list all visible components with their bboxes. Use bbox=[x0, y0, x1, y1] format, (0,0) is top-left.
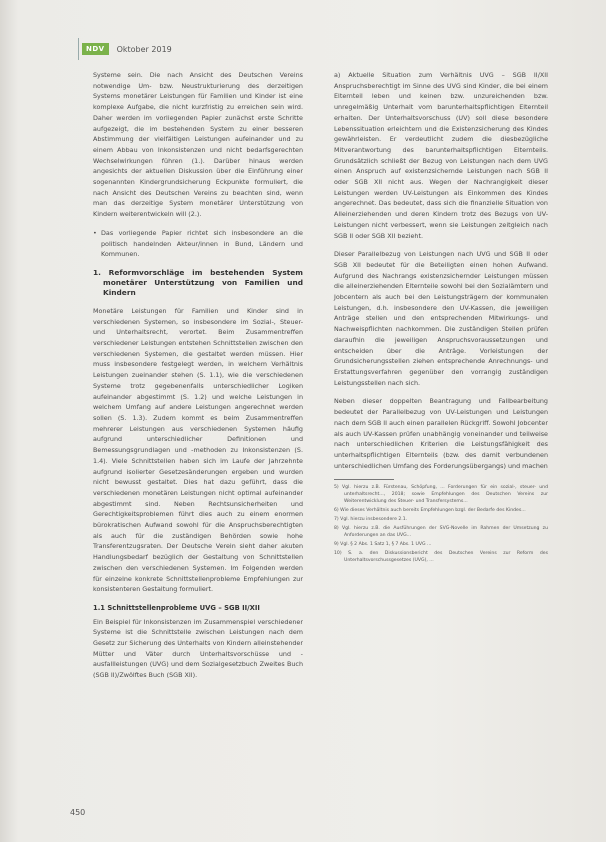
paragraph: a) Aktuelle Situation zum Verhältnis UVG – SGB II/XII Anspruchsberechtigt im Sinne des UVG sind Kinder, die bei einem Elternteil leben und keinen bzw. unzureichenden bzw. unregelmäßig Unterhalt vom barunterhaltspflichtigen Elternteil erhalten. Der Unterhaltsvorschuss (UV) soll diese besondere Lebenssituation erleichtern und die Existenzsicherung des Kindes gewährleisten. Er verdeutlicht zudem die diesbezügliche Mitverantwortung des barunterhaltspflichtigen Elternteils. Grundsätzlich schließt der Bezug von Leistungen nach dem UVG einen Anspruch auf existenzsichernde Leistungen nach SGB II oder SGB XII nicht aus. Wegen der Nachrangigkeit dieser Leistungen werden UV-Leistungen als Einkommen des Kindes angerechnet. Das bedeutet, dass sich die finanzielle Situation von Alleinerziehenden und deren Kindern trotz des Bezugs von UV-Leistungen nicht verbessert, wenn sie Leistungen zeitgleich nach SGB II oder SGB XII bezieht. bbox=[334, 71, 548, 240]
footnote: 9) Vgl. § 2 Abs. 1 Satz 1, § 7 Abs. 1 UVG ... bbox=[334, 542, 432, 548]
right-column bbox=[334, 70, 548, 566]
footnote: 8) Vgl. hierzu z.B. die Ausführungen der SVG-Novelle im Rahmen der Umsetzung zu Anforderungen an das UVG... bbox=[334, 526, 548, 539]
footnote: 5) Vgl. hierzu z.B. Fürstenau, Schöpfung, ... Forderungen für ein sozial-, steuer- und unterhaltsrecht..., 2018; sowie Empfehlungen des Deutschen Vereins zur Weiterentwicklung des Steuer- und Transfersystems... bbox=[334, 485, 548, 505]
footnotes bbox=[334, 484, 548, 564]
left-column bbox=[93, 70, 303, 689]
paragraph: Neben dieser doppelten Beantragung und Fallbearbeitung bedeutet der Parallelbezug von UV-Leistungen und Leistungen nach dem SGB II auch einen parallelen Rückgriff. Sowohl Jobcenter als auch UV-Kassen prüfen unabhängig voneinander und teilweise nach unterschiedlichen Kriterien die Leistungsfähigkeit des unterhaltspflichtigen Elternteils (bzw. des damit verbundenen unterschiedlichen Umfang des Forderungsübergangs) und machen bbox=[334, 397, 548, 470]
paragraph: Monetäre Leistungen für Familien und Kinder sind in verschiedenen Systemen, so insbesondere im Sozial-, Steuer- und Unterhaltsrecht, verortet. Beim Zusammentreffen verschiedener Leistungen entstehen Schnittstellen zwischen den verschiedenen Systemen, die gestaltet werden müssen. Hier muss insbesondere festgelegt werden, in welchem Verhältnis Leistungen zueinander stehen (S. 1.1), wie die verschiedenen Systeme trotz gegebenenfalls unterschiedlicher Logiken aufeinander abgestimmt (S. 1.2) und welche Leistungen in welchem Umfang auf andere Leistungen angerechnet werden sollen (S. 1.3). Zudem kommt es beim Zusammentreffen mehrerer Leistungen aus verschiedenen Systemen häufig aufgrund unterschiedlicher Definitionen und Bemessungsgrundlagen und -methoden zu Inkonsistenzen (S. 1.4). Viele Schnittstellen haben sich im Laufe der Jahrzehnte aufgrund isolierter Gesetzesänderungen ergeben und wurden nicht bewusst gestaltet. Dies hat dazu geführt, dass die verschiedenen monetären Leistungen nicht optimal aufeinander abgestimmt sind. Neben Rechtsunsicherheiten und Gerechtigkeitsproblemen führt dies auch zu einem enormen bürokratischen Aufwand sowohl für die Anspruchsberechtigten als auch für die zuständigen Behörden sowie hohe Transferentzugsraten. Der Deutsche Verein sieht daher akuten Handlungsbedarf bezüglich der Gestaltung von Schnittstellen zwischen den verschiedenen Systemen. Im Folgenden werden für einzelne konkrete Schnittstellenprobleme Empfehlungen zur konsistenteren Gestaltung formuliert. bbox=[93, 306, 303, 594]
page-number: 450 bbox=[70, 808, 86, 817]
section-heading: 1. Reformvorschläge im bestehenden System monetärer Unterstützung von Familien und Kindern bbox=[93, 267, 303, 297]
footnote: 6) Wie dieses Verhältnis auch bereits Empfehlungen bzgl. der Bedarfe des Kindes... bbox=[334, 508, 526, 514]
paragraph: Ein Beispiel für Inkonsistenzen im Zusammenspiel verschiedener Systeme ist die Schnittstelle zwischen Leistungen nach dem Gesetz zur Sicherung des Unterhalts von Kindern alleinstehender Mütter und Väter durch Unterhaltsvorschüsse und -ausfallleistungen (UVG) und dem Sozialgesetzbuch Zweites Buch (SGB II)/Zwölftes Buch (SGB XII). bbox=[93, 617, 303, 680]
paragraph: Dieser Parallelbezug von Leistungen nach UVG und SGB II oder SGB XII bedeutet für die Beteiligten einen hohen Aufwand. Aufgrund des Nachrangs existenzsichernder Leistungen müssen die alleinerziehenden Elternteile sowohl bei den Sozialämtern und Jobcentern als auch bei den Leistungsträgern der kommunalen Leistungen, d.h. insbesondere den UV-Kassen, die jeweiligen Anträge stellen und den entsprechenden Mitwirkungs- und Nachweispflichten nachkommen. Die zuständigen Stellen prüfen daraufhin die jeweiligen Anspruchsvoraussetzungen und entscheiden über die Anträge. Vorleistungen der Grundsicherungsstellen ziehen entsprechende Anrechnungs- und Erstattungsverfahren gegenüber den vorrangig zuständigen Leistungsstellen nach sich. bbox=[334, 250, 548, 387]
bullet-paragraph: • Das vorliegende Papier richtet sich insbesondere an die politisch handelnden Akteur/innen in Bund, Ländern und Kommunen. bbox=[93, 228, 303, 260]
journal-logo: NDV bbox=[82, 43, 109, 55]
paragraph: Systeme sein. Die nach Ansicht des Deutschen Vereins notwendige Um- bzw. Neustrukturierung des derzeitigen Systems monetärer Leistungen für Familien und Kinder ist eine komplexe Aufgabe, die nicht kurzfristig zu erreichen sein wird. Daher werden im vorliegenden Papier zunächst erste Schritte aufgezeigt, die im bestehenden System zu einer besseren Abstimmung der vielfältigen Leistungen aufeinander und zu einem Abbau von Inkonsistenzen und nicht bedarfsgerechten Wechselwirkungen führen (1.). Darüber hinaus werden angesichts der aktuellen Diskussion über die Einführung einer sogenannten Kindergrundsicherung Eckpunkte formuliert, die nach Ansicht des Deutschen Vereins zu beachten sind, wenn man das derzeitige System monetärer Unterstützung von Kindern weiterentwickeln will (2.). bbox=[93, 71, 303, 219]
footnote: 10) S. a. den Diskussionsbericht des Deutschen Vereins zur Reform des Unterhaltsvorschussgesetzes (UVG), ... bbox=[334, 551, 548, 564]
issue-date: Oktober 2019 bbox=[116, 44, 172, 54]
subsection-heading: 1.1 Schnittstellenprobleme UVG – SGB II/XII bbox=[93, 603, 260, 612]
footnote-rule bbox=[334, 479, 394, 480]
footnote: 7) Vgl. hierzu insbesondere 2.1. bbox=[334, 517, 408, 523]
page-header bbox=[76, 42, 172, 56]
